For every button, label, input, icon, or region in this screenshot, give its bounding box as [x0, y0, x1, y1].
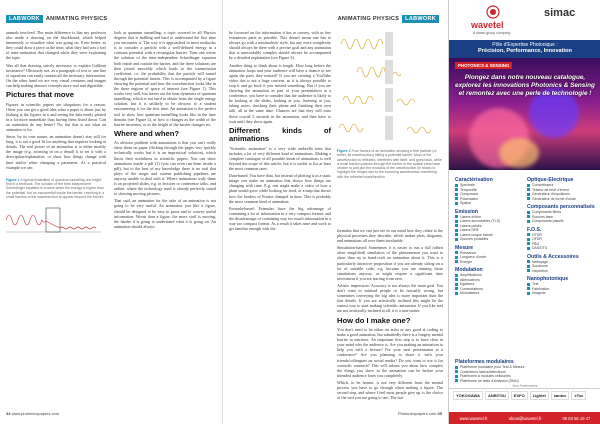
paragraph: Figures in scientific papers are ubiquitous for a reason. Often you can get a good idea what a paper is about just by looking at the figures in it and seeing the data neatly plotted in a lot more immediate than having them listed down. Can an animation do any better? No, but that is not what an animation is for.: [6, 101, 106, 132]
bullet-icon: [455, 292, 458, 295]
partner-logo: Lightel: [530, 391, 549, 400]
bullet-icon: [455, 256, 458, 259]
partner-logo: ANRITSU: [485, 391, 509, 400]
bullet-icon: [527, 260, 530, 263]
bullet-icon: [455, 379, 458, 382]
category-item: Sources portables: [455, 237, 527, 242]
page-header: [6, 14, 107, 24]
category-title: Emission: [455, 208, 479, 215]
category-item: Générateur d'impulsions: [527, 192, 599, 197]
bullet-icon: [455, 233, 458, 236]
section-tag: LABWORK: [402, 15, 439, 23]
section-tag: LABWORK: [6, 15, 43, 23]
bullet-icon: [527, 242, 530, 245]
bullet-icon: [455, 375, 458, 378]
category-item: Energie: [455, 260, 527, 265]
brand-subtitle: A simac group company: [473, 31, 511, 35]
partner-logos: [453, 391, 597, 400]
tunnelling-figure: [6, 202, 101, 238]
paragraph: As obvious problem with animations is that you can't really show them on paper (flicking through the pages very quickly technically works but it is an impractical solution), which limits their usefulness in scientific papers. You can show animations inside a pdf (1) (you can even run them inside a pdf), but to the best of my knowledge there is no tool that plays of the magic and current publishing pipelines are anyway unable to deal with it. Where animations truly shine is on projected slides, e.g. in lectures or conference talks, and online, where the technology used is already perfectly suited to showing moving pictures.: [114, 140, 216, 197]
category-item: Sources laser: [527, 215, 599, 220]
left-page: [0, 0, 222, 424]
bullet-icon: [455, 188, 458, 191]
category-title: F.O.S.: [527, 226, 542, 233]
partners-strip: [449, 384, 600, 410]
category-item: Modulateurs: [455, 291, 527, 296]
category-item: Convertisseur: [527, 183, 599, 188]
paragraph: Which, to be honest, is not very different from the mental process you have to go through when making a figure. The second step, and where I feel most people give up, is the choice of the tool you are going to use. The fact: [337, 379, 443, 401]
bullet-icon: [455, 197, 458, 200]
bullet-icon: [455, 278, 458, 281]
bullet-icon: [455, 287, 458, 290]
bullet-icon: [455, 184, 458, 187]
platform-item: Plateforme modulaire pour Test & Mesure: [455, 365, 595, 370]
bullet-icon: [455, 260, 458, 263]
ad-website-link[interactable]: www.wavetel.fr: [459, 415, 488, 421]
figure-caption: Figure 1 A typical illustration of quantum tunnelling one might find in a textbook. The solution of the time independent Schrödinger equation is a wave when the energy is higher than the potential, but an exponential inside the barrier, resulting in a small fraction of the wavefunction to appear beyond the barrier.: [6, 177, 105, 199]
paragraph: Formula-based: Formulas have the big advantage of containing a lot of information in a very compact format, and the disadvantage of containing way too much information in a way too compact format. As a result it takes time and work to get familiar enough with the: [229, 205, 331, 232]
ad-band: [449, 40, 600, 58]
category-item: Nettoyage: [527, 260, 599, 265]
column-2: [114, 30, 216, 231]
partner-logo: eTsc: [571, 391, 586, 400]
page-footer: [398, 411, 442, 416]
column-1: [6, 30, 106, 239]
bullet-icon: [455, 370, 458, 373]
subheading: How do I make one?: [337, 315, 411, 325]
figure-caption: Figure 2 Four frames of an animation showing a free particle (or better, its wavefunction) hitting a potential barrier. Most of the wavefunction is reflected, interferes with itself, and goes back, while a small fraction passes through the barrier in the spatial crest have chosen to just plot the modulus of the wavefunction (in black) to highlight the fringes due to the incoming wavefunction interfering with the reflected wavefunction.: [337, 149, 442, 179]
category-item: Longueur d'onde: [455, 255, 527, 260]
bullet-icon: [527, 265, 530, 268]
platform-item: Contrôleurs lasers/détecteurs: [455, 370, 595, 375]
bullet-icon: [455, 220, 458, 223]
column-2: [337, 228, 443, 402]
ad-footer: [449, 412, 600, 424]
bullet-icon: [455, 215, 458, 218]
paragraph: be focussed on the information it has to convey, with as few extraneous parts as possible. This doesn't mean one has to always go with a minimalistic style, but any extra complexity should always be there with a precise goal and any animation that is unavoidably complex should always be accompanied by a detailed explanation (see Figure 3).: [229, 30, 331, 61]
partner-logo: EXFO: [511, 391, 528, 400]
bullet-icon: [527, 233, 530, 236]
ad-header: [449, 0, 600, 58]
bullet-icon: [527, 220, 530, 223]
paragraph: That said, an animation for the sake of an animation is not going to be very useful. An animation, just like a figure, should be designed to be easy to parse and to convey useful information. Worse than a figure, the more stuff is moving, the harder it is going to understand what it is going on. An animation should always: [114, 198, 216, 229]
footer-url: www.photonicspapers.com: [11, 411, 60, 416]
subheading: Where and when?: [114, 128, 179, 138]
paragraph: Data-based: You have data, but instead of plotting it as a static image you make an animation that shows how things are changing with time. E.g. one might make a video of how a plant would grow while looking for food, or a map that shows how the borders of France changed in time. This is probably the most common kind of animation.: [229, 173, 331, 204]
category-item: Générateur de forme d'onde: [527, 197, 599, 202]
paragraph: Artistic impression: Accuracy is not always the main goal. You don't want to mislead people or be factually wrong, but sometimes conveying the big idea is more important than the fine details. If you are artistically inclined this might be the easiest way to start making scientific animation. If you like me) are not artistically inclined at all, it is a non-starter.: [337, 282, 443, 314]
bullet-icon: [527, 193, 530, 196]
figure-label: Figure 1: [6, 177, 20, 182]
bullet-icon: [527, 283, 530, 286]
column-1: [229, 30, 331, 233]
category-item: OTDR: [527, 233, 599, 238]
right-page: [222, 0, 448, 424]
page-number: 35: [437, 411, 442, 416]
subheading: Different kinds of animations: [229, 125, 331, 144]
bullet-icon: [455, 251, 458, 254]
bullet-icon: [527, 215, 530, 218]
paragraph: You don't need to be either an artist or any good at coding to make a good animation, but admittedly there is a fungety mental barrier to entrance. An important first step is to have clear in your mind who the audience is. Are you making an animation to help you with a lecture? For your next presentation at a conference? Are you planning to share it with your friends/colleagues on social media? Do you want to use it for scientific outreach? This will inform you about how complex the things you show in the animation can be before your intended audience loses you completely.: [337, 327, 443, 378]
partner-logo: santec: [551, 391, 570, 400]
category-item: Lasers accordables (TLS): [455, 219, 527, 224]
category-title: Composants personnalisés: [527, 204, 595, 210]
category-item: Temporelle: [455, 188, 527, 193]
category-item: Lasers DFB: [455, 228, 527, 233]
paragraph: "Scientific animation" is a very wide umbrella term that includes a lot of very different kind of animations. Making a complete catalogue of all possible kinds of animations is well beyond the scope of this article, but it is useful to list at least the most common ones.: [229, 145, 331, 172]
bullet-icon: [455, 238, 458, 241]
bullet-icon: [455, 224, 458, 227]
bullet-icon: [455, 229, 458, 232]
bullet-icon: [455, 202, 458, 205]
category-item: Inspection: [527, 269, 599, 274]
ad-tag: PHOTONICS & SENSING: [455, 62, 512, 69]
subheading: Pictures that move: [6, 90, 74, 100]
figure-label: Figure 2: [337, 149, 351, 153]
category-item: Spectrale: [455, 183, 527, 188]
catalogue-categories: [449, 170, 600, 400]
bullet-icon: [455, 283, 458, 286]
bullet-icon: [455, 366, 458, 369]
category-item: Soudeuse: [527, 264, 599, 269]
categories-right: [527, 174, 599, 296]
ad-phone: 06 83 55 19 47: [562, 415, 591, 421]
category-item: Lasers longue bande: [455, 233, 527, 238]
band-line-2: Précision, Performance, Innovation: [478, 48, 572, 54]
category-title: Optique-Electrique: [527, 177, 574, 183]
page-footer: [6, 411, 59, 416]
paragraph: look at quantum tunnelling, a topic covered in all Physics degrees that is baffling and hard to understand the first time you encounter it. The way it is approached in most textbooks is to consider a particle with a well-defined energy in a constant potential with a rectangular barrier. Then one writes the solution of the time-independent Schrödinger equation both inside and outside the barrier, and the three solutions are then joined smoothly which leads to the transmission coefficient, i.e. the probability that the particle will tunnel through the potential barrier. This is accompanied by a figure showing the potential and how the wavefunction looks like in the three regions of space of interest (see Figure 1). This works very well, but leaves out the time dynamics of quantum tunnelling, which is not hard to obtain from the single energy solution, but it is unlikely to be obvious to a student encountering it for the first time. An animation is the perfect tool to show how quantum tunnelling looks like in the time domain (see Figure 2), or how it changes as the width of the barrier increases, or as the height of the barrier changes etc.: [114, 30, 216, 127]
section-title: ANIMATING PHYSICS: [337, 16, 400, 22]
advertisement: [448, 0, 600, 424]
category-item: Lasers pulsés: [455, 224, 527, 229]
category-item: Amplificateurs: [455, 273, 527, 278]
partners-title: Nos Partenaires: [512, 384, 538, 388]
category-title: Caractérisation: [455, 177, 493, 183]
ad-email-link[interactable]: about@wavetel.fr: [508, 415, 542, 421]
bullet-icon: [527, 184, 530, 187]
category-item: FBG: [527, 242, 599, 247]
partner-logo: YOKOGAWA: [453, 391, 483, 400]
ad-hero: [449, 58, 600, 170]
paragraph: Since, by its own nature, an animation doesn't stay still for long, it is not a good fit for anything that requires looking at details. The real power of an animation is to either modify the image (e.g. zooming in on a detail) it to set it with a description/explanation, or show how things change with time and/or when changing a parameter. As a practical example we can: [6, 134, 106, 170]
paragraph: formulas that we can just see in our mind how they relate to the physical processes they describe, which makes plots, diagrams, and animations all over them invaluable.: [337, 228, 443, 244]
categories-left: [455, 174, 527, 296]
page-header: [338, 14, 442, 24]
bullet-icon: [527, 238, 530, 241]
footer-url: Photonicspapers.com: [397, 411, 437, 416]
platforms-title: Plateformes modulaires: [455, 359, 514, 365]
bullet-icon: [455, 193, 458, 196]
brand-name: wavetel: [471, 20, 504, 30]
category-item: Imagerie: [527, 291, 599, 296]
category-item: Polarisation: [455, 197, 527, 202]
category-item: Composant: [455, 192, 527, 197]
category-item: Puissance: [455, 251, 527, 256]
bullet-icon: [527, 211, 530, 214]
bullet-icon: [527, 287, 530, 290]
category-item: OFDR: [527, 237, 599, 242]
category-item: DAS/DTS: [527, 246, 599, 251]
category-item: Test: [527, 282, 599, 287]
band-line-1: Pôle d'Expertise Photonique :: [492, 42, 558, 48]
section-title: ANIMATING PHYSICS: [45, 16, 108, 22]
ad-headline: Plongez dans notre nouveau catalogue, explorez les innovations Photonics & Sensing et remontez avec une perle de technologie !: [455, 74, 595, 97]
category-item: Composants passifs: [527, 219, 599, 224]
bullet-icon: [527, 188, 530, 191]
category-item: Testeur de bruit d'erreur: [527, 188, 599, 193]
figure-2: [337, 30, 443, 179]
platforms: [455, 356, 595, 383]
category-item: Atténuateurs: [455, 278, 527, 283]
platform-item: Plateforme de tests d'émission (SMU): [455, 379, 595, 384]
bullet-icon: [527, 292, 530, 295]
bullet-icon: [527, 269, 530, 272]
category-item: Commutateurs: [455, 287, 527, 292]
bullet-icon: [455, 274, 458, 277]
bullet-icon: [527, 197, 530, 200]
page-number: 34: [6, 411, 11, 416]
paragraph: Simulation-based: Sometimes it is easier to run a full (albeit often simplified) simulation of the phenomenon you want to show than try to hand-craft an animation about it. This is a particularly attractive proposition if you are already sitting on a lot of suitable code, e.g. because you are running those simulations anyway, or might require a significant time investment if you are starting from zero.: [337, 245, 443, 281]
category-item: Spatial: [455, 201, 527, 206]
category-item: Egaliseur: [455, 282, 527, 287]
bullet-icon: [527, 247, 530, 250]
category-item: Lasers à fibre: [455, 215, 527, 220]
platform-item: Plateforme à modules cellulaires: [455, 374, 595, 379]
category-title: Outils & Accessoires: [527, 253, 579, 260]
paragraph: Was all that drawing strictly necessary to explain Galilean invariance? Obviously not, as a paragraph of text or one line of equations can easily contain all the necessary information. On the other hand we are very visual creatures and images can help making abstract concepts more real and digestible.: [6, 62, 106, 88]
category-title: Nanophotonique: [527, 276, 569, 282]
category-item: Composants fibres: [527, 210, 599, 215]
wavefunction-frames: [337, 30, 443, 142]
paragraph: animals involved. The main difference is that my professor also made a drawing on the blackboard, which helped immensely to visualize what was going on. Even better, as they could draw a piece at the time, what they had was a sort of semi-animation that changed while they were explaining the topic.: [6, 30, 106, 61]
paragraph: Another thing to think about is length. How long before the animation loops and your audience will have a chance to see again the parts they missed? If you are creating a YouTube video this is not a huge concern, as it is always possible to stop it and go back if you missed something. But if you are showing the animation as part of your presentation at a conference, you have to consider that the audience is likely to be looking at the slides, looking at you, listening at you, taking notes, checking their phone and finishing their own talk, all at the same time. Chances are that they will miss those crucial 3 seconds in the animation, and then have to wait until they show again.: [229, 62, 331, 124]
category-title: Mesure: [455, 244, 474, 251]
category-title: Modulation: [455, 267, 483, 273]
partner-logo: simac: [544, 7, 576, 19]
category-item: Fabrication: [527, 287, 599, 292]
